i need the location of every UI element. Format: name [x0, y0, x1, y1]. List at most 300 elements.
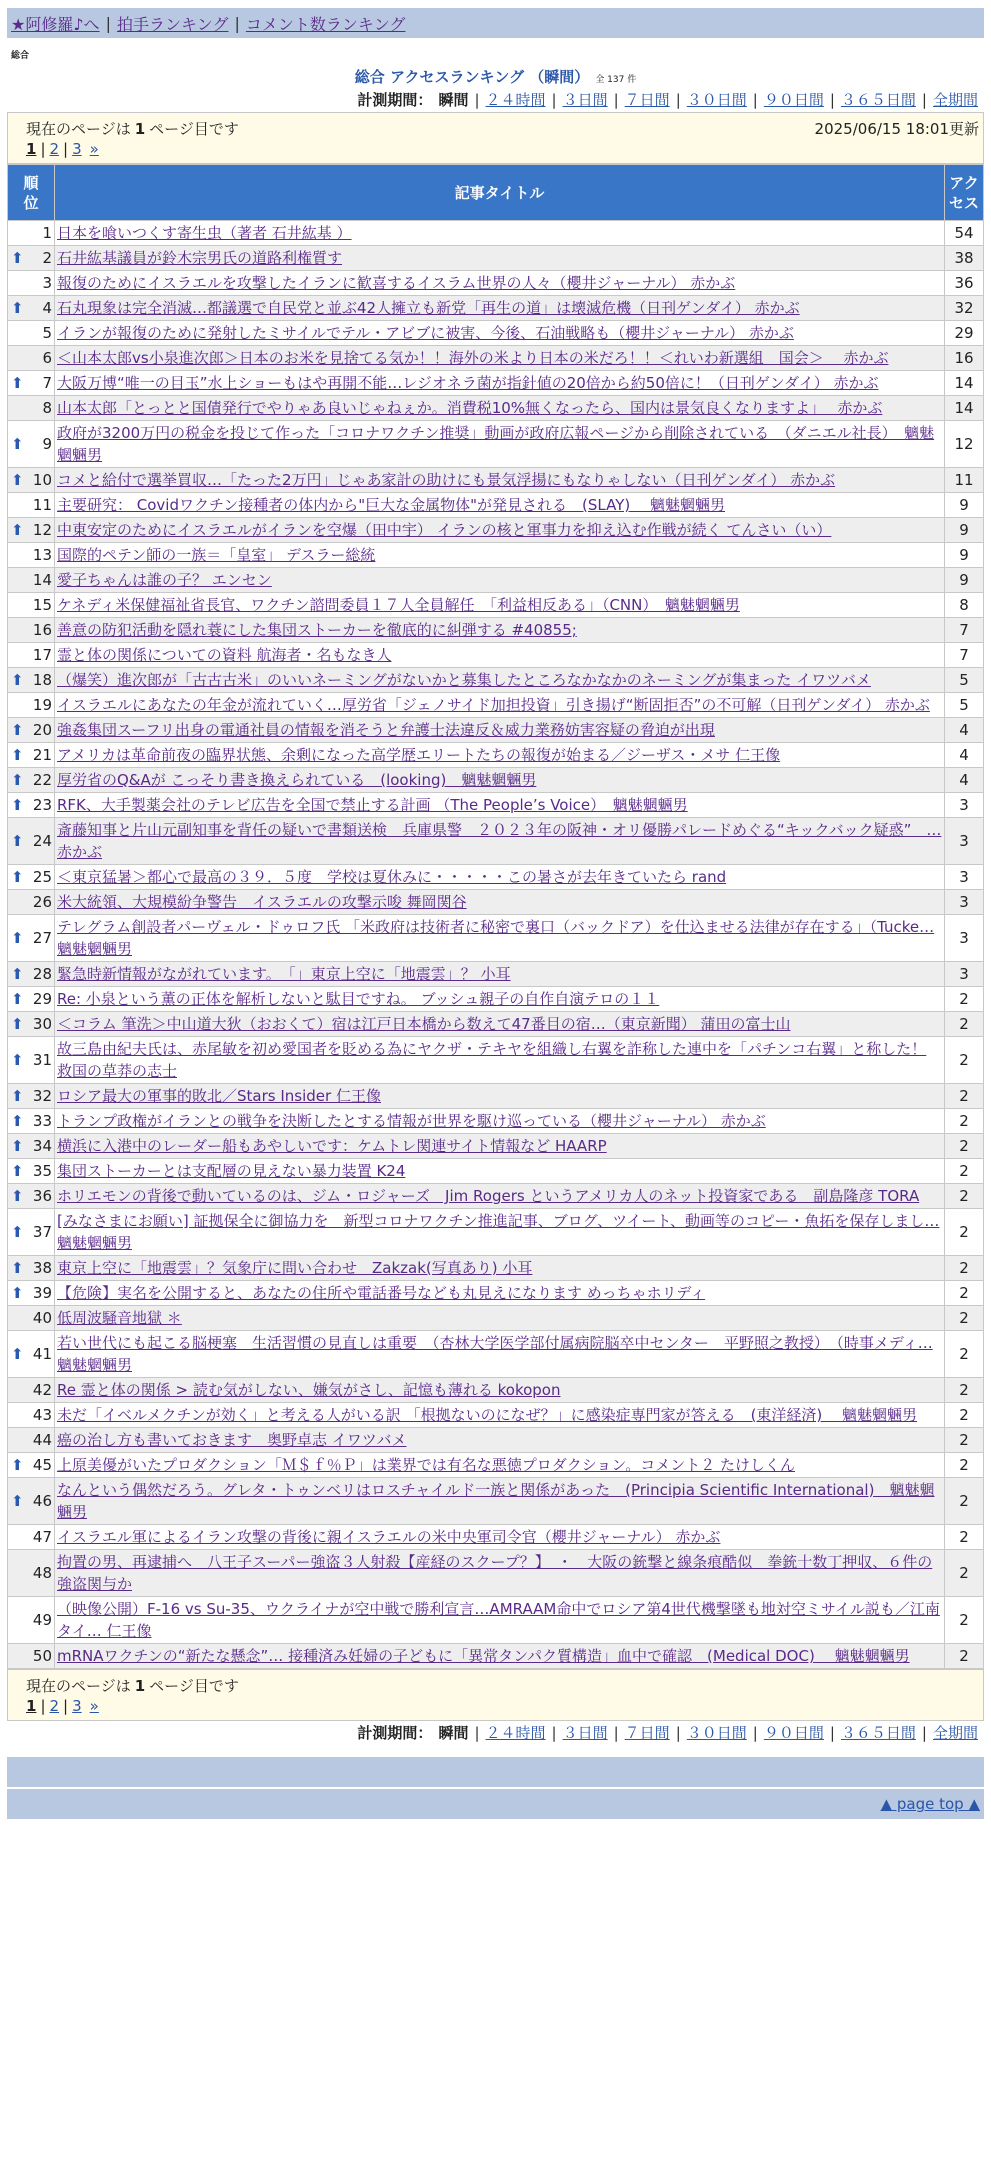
table-row [8, 568, 984, 593]
article-link[interactable]: 厚労省のQ&Aが こっそり書き換えられている (looking) 魑魅魍魎男 [57, 771, 537, 789]
rank-number: 14 [32, 571, 52, 589]
rank-number: 33 [32, 1112, 52, 1130]
period-option-6[interactable]: 全期間 [932, 1724, 978, 1742]
rank-cell [8, 1525, 55, 1550]
article-link[interactable]: アメリカは革命前夜の臨界状態、余剰になった高学歴エリートたちの報復が始まる／ジーザス・メサ 仁王像 [57, 746, 781, 764]
access-count: 7 [945, 618, 984, 643]
access-count: 2 [945, 1184, 984, 1209]
article-link[interactable]: イスラエルにあなたの年金が流れていく…厚労省「ジェノサイド加担投資」引き揚げ“断固拒否”の不可解（日刊ゲンダイ） 赤かぶ [57, 696, 930, 714]
table-row [8, 1184, 984, 1209]
article-link[interactable]: 石井紘基議員が鈴木宗男氏の道路利権質す [57, 249, 343, 267]
header-count: アク セス [945, 165, 984, 221]
table-row [8, 296, 984, 321]
rank-number: 28 [32, 965, 52, 983]
rank-cell [8, 693, 55, 718]
article-link[interactable]: Re: 小泉という薫の正体を解析しないと駄目ですね。 ブッシュ親子の自作自演テロの１１ [57, 990, 660, 1008]
access-count: 3 [945, 818, 984, 865]
page-title: 総合 アクセスランキング （瞬間） [354, 68, 590, 86]
title-cell [55, 1306, 945, 1331]
table-row [8, 271, 984, 296]
rank-cell [8, 1037, 55, 1084]
period-option-0[interactable]: ２４時間 [485, 1724, 546, 1742]
access-count: 2 [945, 1159, 984, 1184]
rank-number: 21 [32, 746, 52, 764]
article-link[interactable]: ケネディ米保健福祉省長官、ワクチン諮問委員１７人全員解任 「利益相反ある」（CNN） 魑魅魍魎男 [57, 596, 740, 614]
table-row [8, 962, 984, 987]
article-link[interactable]: トランプ政権がイランとの戦争を決断したとする情報が世界を駆け巡っている（櫻井ジャーナル） 赤かぶ [57, 1112, 766, 1130]
page-next-link[interactable]: » [89, 140, 99, 158]
nav-separator: | [234, 13, 240, 33]
title-cell [55, 768, 945, 793]
period-selector-bottom [7, 1721, 984, 1745]
rank-number: 50 [32, 1647, 52, 1665]
rank-cell [8, 1012, 55, 1037]
rank-up-arrow-icon: ⬆ [11, 671, 24, 689]
rank-number: 38 [32, 1259, 52, 1277]
rank-number: 46 [32, 1492, 52, 1510]
rank-cell [8, 1378, 55, 1403]
rank-cell [8, 543, 55, 568]
access-count: 3 [945, 793, 984, 818]
rank-number: 39 [32, 1284, 52, 1302]
page-separator: | [63, 1697, 69, 1715]
article-link[interactable]: 山本太郎「とっとと国債発行でやりゃあ良いじゃねぇか。消費税10%無くなったら、国内は景気良くなりますよ」 赤かぶ [57, 399, 883, 417]
rank-up-arrow-icon: ⬆ [11, 868, 24, 886]
rank-cell [8, 1159, 55, 1184]
access-count: 32 [945, 296, 984, 321]
title-cell [55, 1428, 945, 1453]
title-cell [55, 718, 945, 743]
article-link[interactable]: RFK、大手製薬会社のテレビ広告を全国で禁止する計画 （The People’s Voice） 魑魅魍魎男 [57, 796, 688, 814]
article-link[interactable]: 低周波騒音地獄 ＊ [57, 1309, 182, 1327]
rank-number: 18 [32, 671, 52, 689]
rank-up-arrow-icon: ⬆ [11, 521, 24, 539]
article-link[interactable]: 愛子ちゃんは誰の子？ エンセン [57, 571, 272, 589]
access-count: 38 [945, 246, 984, 271]
article-link[interactable]: 拘置の男、再逮捕へ 八王子スーパー強盗３人射殺【産経のスクープ？】 ・ 大阪の銃撃と線条痕酷似 拳銃十数丁押収、６件の強盗関与か [57, 1553, 933, 1593]
rank-cell [8, 396, 55, 421]
rank-cell [8, 1306, 55, 1331]
rank-number: 34 [32, 1137, 52, 1155]
article-link[interactable]: （映像公開）F-16 vs Su-35、ウクライナが空中戦で勝利宣言…AMRAAM命中でロシア第4世代機撃墜も地対空ミサイル説も／江南タイ… 仁王像 [57, 1600, 940, 1640]
article-link[interactable]: 善意の防犯活動を隠れ蓑にした集団ストーカーを徹底的に糾弾する #40855; [57, 621, 577, 639]
page-info-box-bottom [7, 1669, 984, 1721]
access-count: 5 [945, 668, 984, 693]
period-option-1[interactable]: ３日間 [562, 1724, 608, 1742]
rank-cell [8, 1109, 55, 1134]
title-cell [55, 1331, 945, 1378]
rank-number: 31 [32, 1051, 52, 1069]
access-count: 2 [945, 1084, 984, 1109]
title-cell [55, 618, 945, 643]
table-row [8, 1378, 984, 1403]
title-cell [55, 1134, 945, 1159]
access-count: 14 [945, 371, 984, 396]
article-link[interactable]: 米大統領、大規模紛争警告 イスラエルの攻撃示唆 舞岡関谷 [57, 893, 467, 911]
article-link[interactable]: [みなさまにお願い] 証拠保全に御協力を 新型コロナワクチン推進記事、ブログ、ツイート、動画等のコピー・魚拓を保存しまし… 魑魅魍魎男 [57, 1212, 940, 1252]
title-cell [55, 743, 945, 768]
rank-up-arrow-icon: ⬆ [11, 990, 24, 1008]
table-row [8, 1478, 984, 1525]
table-row [8, 618, 984, 643]
table-row [8, 518, 984, 543]
page-link-3[interactable]: 3 [72, 1697, 82, 1715]
table-row [8, 1209, 984, 1256]
rank-cell [8, 668, 55, 693]
title-cell [55, 1597, 945, 1644]
rank-number: 25 [32, 868, 52, 886]
table-row [8, 1403, 984, 1428]
article-link[interactable]: 政府が3200万円の税金を投じて作った「コロナワクチン推奨」動画が政府広報ページから削除されている （ダニエル社長） 魑魅魍魎男 [57, 424, 935, 464]
period-option-4[interactable]: ９０日間 [763, 1724, 824, 1742]
title-cell [55, 321, 945, 346]
rank-up-arrow-icon: ⬆ [11, 1187, 24, 1205]
table-row [8, 793, 984, 818]
period-option-3[interactable]: ３０日間 [686, 1724, 747, 1742]
rank-cell [8, 246, 55, 271]
table-header-row [8, 165, 984, 221]
rank-up-arrow-icon: ⬆ [11, 1162, 24, 1180]
rank-cell [8, 1256, 55, 1281]
article-link[interactable]: 緊急時新情報がながれています。 「」東京上空に「地震雲」？ 小耳 [57, 965, 511, 983]
rank-number: 3 [42, 274, 52, 292]
rank-cell [8, 768, 55, 793]
title-cell [55, 246, 945, 271]
rank-number: 6 [42, 349, 52, 367]
article-link[interactable]: 若い世代にも起こる脳梗塞 生活習慣の見直しは重要 （杏林大学医学部付属病院脳卒中センター 平野照之教授） （時事メディ… 魑魅魍魎男 [57, 1334, 933, 1374]
period-separator: | [675, 91, 681, 109]
title-cell [55, 962, 945, 987]
period-option-2[interactable]: ７日間 [624, 91, 670, 109]
updated-timestamp: 2025/06/15 18:01更新 [814, 120, 979, 138]
article-link[interactable]: 中東安定のためにイスラエルがイランを空爆（田中宇） イランの核と軍事力を抑え込む作戦が続く てんさい（い） [57, 521, 832, 539]
title-cell [55, 793, 945, 818]
period-separator: | [921, 91, 927, 109]
rank-number: 27 [32, 929, 52, 947]
title-cell [55, 1209, 945, 1256]
article-link[interactable]: イスラエル軍によるイラン攻撃の背後に親イスラエルの米中央軍司令官（櫻井ジャーナル） 赤かぶ [57, 1528, 721, 1546]
table-row [8, 1281, 984, 1306]
title-cell [55, 643, 945, 668]
page-top-bar [7, 1789, 984, 1819]
rank-up-arrow-icon: ⬆ [11, 1456, 24, 1474]
table-row [8, 1084, 984, 1109]
page-top-link[interactable]: ▲ page top ▲ [880, 1795, 980, 1813]
page-next-link[interactable]: » [89, 1697, 99, 1715]
access-count: 3 [945, 865, 984, 890]
rank-cell [8, 371, 55, 396]
article-link[interactable]: 集団ストーカーとは支配層の見えない暴力装置 K24 [57, 1162, 406, 1180]
rank-number: 20 [32, 721, 52, 739]
period-label: 計測期間： [357, 91, 433, 109]
access-count: 2 [945, 1306, 984, 1331]
period-option-6[interactable]: 全期間 [932, 91, 978, 109]
table-row [8, 543, 984, 568]
article-link[interactable]: ロシア最大の軍事的敗北／Stars Insider 仁王像 [57, 1087, 381, 1105]
table-row [8, 818, 984, 865]
period-separator: | [752, 1724, 758, 1742]
period-option-5[interactable]: ３６５日間 [840, 91, 916, 109]
rank-number: 7 [42, 374, 52, 392]
nav-link-applause-ranking[interactable]: 拍手ランキング [116, 14, 229, 34]
access-count: 9 [945, 568, 984, 593]
access-count: 11 [945, 468, 984, 493]
current-page-text: 現在のページは 1 ページ目です [26, 1677, 239, 1695]
access-count: 2 [945, 1453, 984, 1478]
rank-cell [8, 1331, 55, 1378]
table-row [8, 1525, 984, 1550]
rank-up-arrow-icon: ⬆ [11, 746, 24, 764]
rank-number: 29 [32, 990, 52, 1008]
page-link-2[interactable]: 2 [49, 1697, 60, 1715]
access-count: 2 [945, 1012, 984, 1037]
article-link[interactable]: 国際的ペテン師の一族＝「皇室」 デスラー総統 [57, 546, 376, 564]
table-row [8, 1597, 984, 1644]
article-link[interactable]: 石丸現象は完全消滅…都議選で自民党と並ぶ42人擁立も新党「再生の道」は壊滅危機（日刊ゲンダイ） 赤かぶ [57, 299, 800, 317]
rank-cell [8, 421, 55, 468]
rank-cell [8, 643, 55, 668]
article-link[interactable]: 大阪万博“唯一の目玉”水上ショーもはや再開不能…レジオネラ菌が指針値の20倍から約50倍に！（日刊ゲンダイ） 赤かぶ [57, 374, 879, 392]
page-link-3[interactable]: 3 [72, 140, 82, 158]
article-link[interactable]: テレグラム創設者パーヴェル・ドゥロフ氏 「米政府は技術者に秘密で裏口（バックドア）を仕込ませる法律が存在する」（Tucke… 魑魅魍魎男 [57, 918, 935, 958]
article-link[interactable]: 故三島由紀夫氏は、赤尾敏を初め愛国者を貶める為にヤクザ・テキヤを組織し右翼を詐称した連中を「パチンコ右翼」と称した！ 救国の草莽の志士 [57, 1040, 927, 1080]
period-option-3[interactable]: ３０日間 [686, 91, 747, 109]
table-row [8, 593, 984, 618]
table-row [8, 246, 984, 271]
access-count: 3 [945, 962, 984, 987]
rank-cell [8, 593, 55, 618]
article-link[interactable]: なんという偶然だろう。グレタ・トゥンベリはロスチャイルド一族と関係があった (Principia Scientific International) 魑魅魍魎男 [57, 1481, 935, 1521]
rank-cell [8, 321, 55, 346]
article-link[interactable]: 癌の治し方も書いておきます 奥野卓志 イワツバメ [57, 1431, 407, 1449]
access-count: 2 [945, 1597, 984, 1644]
page-current: 1 [26, 1697, 37, 1715]
article-link[interactable]: コメと給付で選挙買収…「たった2万円」じゃあ家計の助けにも景気浮揚にもなりゃしない（日刊ゲンダイ） 赤かぶ [57, 471, 836, 489]
rank-number: 15 [32, 596, 52, 614]
rank-up-arrow-icon: ⬆ [11, 1345, 24, 1363]
rank-number: 49 [32, 1611, 52, 1629]
rank-number: 26 [32, 893, 52, 911]
access-count: 54 [945, 221, 984, 246]
article-link[interactable]: 未だ「イベルメクチンが効く」と考える人がいる訳 「根拠ないのになぜ？」に感染症専門家が答える (東洋経済) 魑魅魍魎男 [57, 1406, 918, 1424]
page-separator: | [40, 140, 46, 158]
period-option-2[interactable]: ７日間 [624, 1724, 670, 1742]
rank-cell [8, 1209, 55, 1256]
article-link[interactable]: 東京上空に「地震雲」？気象庁に問い合わせ Zakzak(写真あり) 小耳 [57, 1259, 533, 1277]
title-cell [55, 493, 945, 518]
article-link[interactable]: イランが報復のために発射したミサイルでテル・アビブに被害、今後、石油戦略も（櫻井ジャーナル） 赤かぶ [57, 324, 794, 342]
rank-number: 32 [32, 1087, 52, 1105]
table-row [8, 1037, 984, 1084]
period-separator: | [675, 1724, 681, 1742]
article-link[interactable]: 報復のためにイスラエルを攻撃したイランに歓喜するイスラム世界の人々（櫻井ジャーナル） 赤かぶ [57, 274, 736, 292]
section-label: 総合 [11, 51, 30, 61]
article-link[interactable]: ホリエモンの背後で動いているのは、ジム・ロジャーズ Jim Rogers というアメリカ人のネット投資家である 副島隆彦 TORA [57, 1187, 920, 1205]
table-row [8, 1331, 984, 1378]
rank-up-arrow-icon: ⬆ [11, 471, 24, 489]
access-count: 4 [945, 768, 984, 793]
period-option-1[interactable]: ３日間 [562, 91, 608, 109]
access-count: 2 [945, 1378, 984, 1403]
rank-up-arrow-icon: ⬆ [11, 1112, 24, 1130]
rank-up-arrow-icon: ⬆ [11, 929, 24, 947]
rank-cell [8, 1428, 55, 1453]
period-separator: | [474, 91, 480, 109]
article-link[interactable]: ＜コラム 筆洗＞中山道大狄（おおくて）宿は江戸日本橋から数えて47番目の宿…（東京新聞） 蒲田の富士山 [57, 1015, 791, 1033]
access-count: 4 [945, 743, 984, 768]
rank-number: 42 [32, 1381, 52, 1399]
title-cell [55, 668, 945, 693]
title-cell [55, 296, 945, 321]
title-cell [55, 543, 945, 568]
rank-up-arrow-icon: ⬆ [11, 1223, 24, 1241]
rank-cell [8, 718, 55, 743]
period-separator: | [551, 1724, 557, 1742]
rank-cell [8, 793, 55, 818]
title-cell [55, 1159, 945, 1184]
title-cell [55, 1403, 945, 1428]
access-count: 29 [945, 321, 984, 346]
page-link-2[interactable]: 2 [49, 140, 60, 158]
top-nav-bar [7, 8, 984, 38]
rank-number: 12 [32, 521, 52, 539]
access-count: 3 [945, 890, 984, 915]
period-option-5[interactable]: ３６５日間 [840, 1724, 916, 1742]
rank-up-arrow-icon: ⬆ [11, 1051, 24, 1069]
access-count: 16 [945, 346, 984, 371]
title-cell [55, 1550, 945, 1597]
period-label: 計測期間： [357, 1724, 433, 1742]
article-link[interactable]: 霊と体の関係についての資料 航海者・名もなき人 [57, 646, 392, 664]
rank-number: 10 [32, 471, 52, 489]
article-link[interactable]: 主要研究： Covidワクチン接種者の体内から"巨大な金属物体"が発見される (SLAY) 魑魅魍魎男 [57, 496, 725, 514]
rank-cell [8, 1597, 55, 1644]
article-link[interactable]: 【危険】実名を公開すると、あなたの住所や電話番号なども丸見えになります めっちゃホリディ [57, 1284, 706, 1302]
rank-number: 23 [32, 796, 52, 814]
rank-cell [8, 1403, 55, 1428]
rank-cell [8, 1478, 55, 1525]
article-link[interactable]: 斎藤知事と片山元副知事を背任の疑いで書類送検 兵庫県警 ２０２３年の阪神・オリ優勝パレードめぐる“キックバック疑惑” … 赤かぶ [57, 821, 942, 861]
title-cell [55, 1109, 945, 1134]
period-separator: | [613, 1724, 619, 1742]
period-separator: | [474, 1724, 480, 1742]
access-count: 2 [945, 1134, 984, 1159]
article-link[interactable]: mRNAワクチンの“新たな懸念”… 接種済み妊婦の子どもに「異常タンパク質構造」血中で確認 (Medical DOC) 魑魅魍魎男 [57, 1647, 910, 1665]
table-row [8, 1306, 984, 1331]
title-cell [55, 1478, 945, 1525]
pagination [26, 140, 99, 158]
article-link[interactable]: 日本を喰いつくす寄生虫（著者 石井紘基 ） [57, 224, 352, 242]
rank-number: 13 [32, 546, 52, 564]
rank-cell [8, 987, 55, 1012]
title-cell [55, 271, 945, 296]
title-cell [55, 987, 945, 1012]
title-cell [55, 1256, 945, 1281]
rank-cell [8, 743, 55, 768]
title-cell [55, 346, 945, 371]
rank-cell [8, 1453, 55, 1478]
article-link[interactable]: 上原美優がいたプロダクション「Ｍ＄ｆ％Ｐ」は業界では有名な悪徳プロダクション。コメント２ たけしくん [57, 1456, 795, 1474]
table-row [8, 1644, 984, 1669]
table-row [8, 1134, 984, 1159]
title-cell [55, 1378, 945, 1403]
rank-up-arrow-icon: ⬆ [11, 1087, 24, 1105]
rank-number: 47 [32, 1528, 52, 1546]
rank-cell [8, 296, 55, 321]
title-cell [55, 1525, 945, 1550]
rank-number: 44 [32, 1431, 52, 1449]
rank-up-arrow-icon: ⬆ [11, 721, 24, 739]
rank-number: 30 [32, 1015, 52, 1033]
rank-number: 16 [32, 621, 52, 639]
rank-up-arrow-icon: ⬆ [11, 771, 24, 789]
access-count: 2 [945, 1478, 984, 1525]
article-link[interactable]: ＜山本太郎vs小泉進次郎＞日本のお米を見捨てる気か！！海外の米より日本の米だろ！！＜れいわ新選組 国会＞ 赤かぶ [57, 349, 889, 367]
period-option-0[interactable]: ２４時間 [485, 91, 546, 109]
table-row [8, 371, 984, 396]
rank-cell [8, 1550, 55, 1597]
nav-link-asyura[interactable]: ★阿修羅♪へ [11, 14, 100, 34]
rank-up-arrow-icon: ⬆ [11, 374, 24, 392]
article-link[interactable]: （爆笑）進次郎が「古古古米」のいいネーミングがないかと募集したところなかなかのネーミングが集まった イワツバメ [57, 671, 871, 689]
article-link[interactable]: 横浜に入港中のレーダー船もあやしいです：ケムトレ関連サイト情報など HAARP [57, 1137, 607, 1155]
rank-number: 48 [32, 1564, 52, 1582]
rank-number: 41 [32, 1345, 52, 1363]
nav-link-comment-ranking[interactable]: コメント数ランキング [245, 14, 406, 34]
table-row [8, 1256, 984, 1281]
page-info-box-top [7, 112, 984, 164]
title-cell [55, 1281, 945, 1306]
access-count: 9 [945, 493, 984, 518]
table-row [8, 743, 984, 768]
table-row [8, 1550, 984, 1597]
total-count: 全 137 件 [595, 75, 637, 85]
title-cell [55, 915, 945, 962]
rank-number: 11 [32, 496, 52, 514]
rank-up-arrow-icon: ⬆ [11, 832, 24, 850]
rank-cell [8, 1281, 55, 1306]
access-count: 3 [945, 915, 984, 962]
title-cell [55, 818, 945, 865]
table-row [8, 718, 984, 743]
table-row [8, 396, 984, 421]
rank-cell [8, 915, 55, 962]
access-count: 2 [945, 1281, 984, 1306]
access-count: 9 [945, 518, 984, 543]
title-cell [55, 396, 945, 421]
table-row [8, 768, 984, 793]
period-current: 瞬間 [438, 91, 469, 109]
rank-cell [8, 865, 55, 890]
access-count: 2 [945, 1525, 984, 1550]
period-option-4[interactable]: ９０日間 [763, 91, 824, 109]
title-cell [55, 1644, 945, 1669]
access-count: 4 [945, 718, 984, 743]
article-link[interactable]: Re 霊と体の関係 > 読む気がしない、嫌気がさし、記憶も薄れる kokopon [57, 1381, 561, 1399]
period-separator: | [551, 91, 557, 109]
rank-cell [8, 1134, 55, 1159]
period-separator: | [613, 91, 619, 109]
article-link[interactable]: ＜東京猛暑＞都心で最高の３９．５度 学校は夏休みに・・・・・この暑さが去年きていたら rand [57, 868, 727, 886]
rank-number: 9 [42, 435, 52, 453]
page-separator: | [63, 140, 69, 158]
access-count: 2 [945, 1331, 984, 1378]
article-link[interactable]: 強姦集団スーフリ出身の電通社員の情報を消そうと弁護士法違反＆威力業務妨害容疑の脅迫が出現 [57, 721, 715, 739]
rank-number: 40 [32, 1309, 52, 1327]
table-row [8, 346, 984, 371]
rank-number: 45 [32, 1456, 52, 1474]
header-rank: 順 位 [8, 165, 55, 221]
